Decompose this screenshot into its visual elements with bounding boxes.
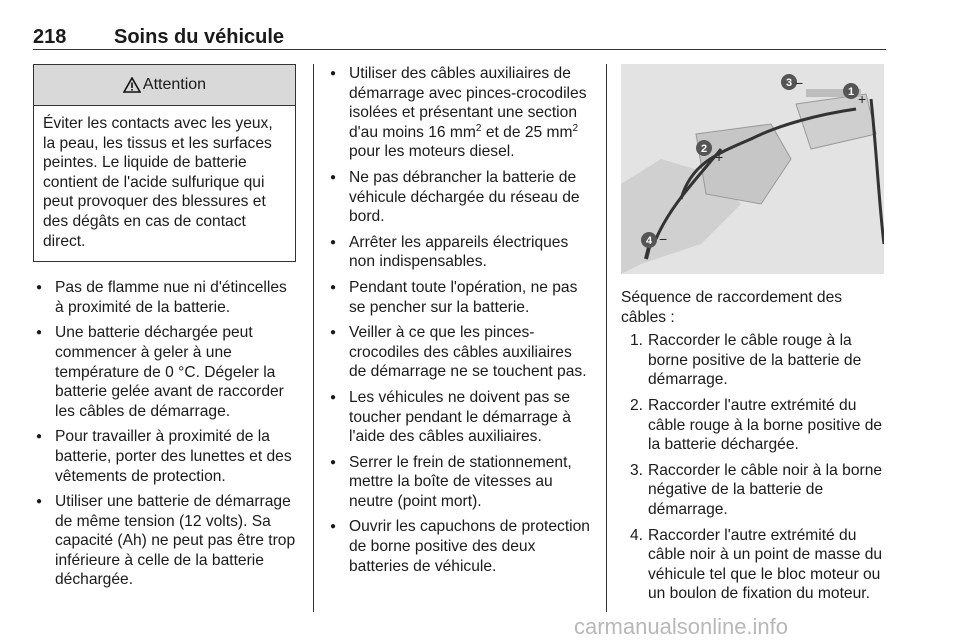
step-text: Raccorder l'autre extrémité du câble noir à un point de masse du véhicule tel que le bloc moteur ou un boulon de fixation du moteur. — [648, 526, 883, 603]
page-header — [33, 26, 886, 48]
list-item — [621, 526, 886, 604]
list-item: ● Arrêter les appareils électriques non indispensables. — [327, 233, 592, 272]
procedure-steps — [621, 331, 886, 604]
list-item — [327, 64, 592, 162]
list-item: ● Veiller à ce que les pinces-crocodiles des câbles auxiliaires de démarrage ne se touchent pas. — [327, 323, 592, 382]
superscript: 2 — [572, 122, 579, 134]
step-number: 3. — [630, 461, 644, 479]
list-item: ● Pas de flamme nue ni d'étincelles à proximité de la batterie. — [33, 278, 298, 317]
callout-2: 2 — [700, 143, 708, 155]
list-item: ● Serrer le frein de stationnement, mettre la boîte de vitesses au neutre (point mort). — [327, 453, 592, 512]
watermark: carmanualsonline.info — [574, 614, 789, 639]
cable-section-text: pour les moteurs diesel. — [349, 143, 515, 161]
callout-3: 3 — [785, 77, 793, 89]
step-number: 1. — [630, 332, 644, 350]
step-text: Raccorder le câble rouge à la borne positive de la batterie de démarrage. — [648, 332, 862, 389]
plus-sign: + — [858, 91, 867, 107]
list-item: ● Ouvrir les capuchons de protection de borne positive des deux batteries de véhicule. — [327, 517, 592, 576]
list-item: ● Une batterie déchargée peut commencer à geler à une température de 0 °C. Dégeler la batterie gelée avant de raccorder les câbles de démarrage. — [33, 323, 298, 421]
callout-1: 1 — [847, 86, 855, 98]
list-item — [621, 396, 886, 455]
header-divider — [33, 49, 886, 50]
list-item — [621, 331, 886, 390]
jump-start-illustration — [621, 64, 884, 274]
plus-sign: + — [715, 149, 724, 165]
list-item: ● Ne pas débrancher la batterie de véhicule déchargée du réseau de bord. — [327, 168, 592, 227]
step-text: Raccorder l'autre extrémité du câble rouge à la borne positive de la batterie déchargée. — [648, 396, 883, 454]
list-item: ● Pendant toute l'opération, ne pas se pencher sur la batterie. — [327, 278, 592, 317]
bullet-list-1 — [33, 278, 298, 590]
step-text: Raccorder le câble noir à la borne négative de la batterie de démarrage. — [648, 461, 883, 518]
list-item: ● Pour travailler à proximité de la batterie, porter des lunettes et des vêtements de protection. — [33, 427, 298, 486]
step-number: 2. — [630, 396, 644, 414]
page-number: 218 — [33, 26, 67, 48]
column-2 — [327, 64, 592, 582]
bullet-list-2 — [327, 64, 592, 576]
warning-header — [34, 65, 295, 106]
step-number: 4. — [630, 526, 644, 544]
column-3 — [621, 64, 886, 610]
column-divider — [606, 64, 607, 612]
minus-sign: − — [795, 75, 804, 91]
callout-4: 4 — [645, 235, 653, 247]
cable-section-text: et de 25 mm — [481, 123, 573, 141]
minus-sign: − — [659, 231, 668, 247]
warning-text: Éviter les contacts avec les yeux, la peau, les tissus et les surfaces peintes. Le liquide de batterie contient de l'acide sulfurique qui peut provoquer des blessures et des dégâts en cas de contact direct. — [43, 115, 273, 250]
cable-section-text: Utiliser des câbles auxiliaires de démarrage avec pinces-crocodiles isolées et présentant une section d'au moins 16 mm — [349, 65, 587, 141]
list-item: ● Utiliser une batterie de démarrage de même tension (12 volts). Sa capacité (Ah) ne peut pas être trop inférieure à celle de la batterie déchargée. — [33, 492, 298, 590]
warning-box — [33, 64, 296, 262]
warning-triangle-icon — [123, 77, 141, 93]
procedure-intro: Séquence de raccordement des câbles : — [621, 289, 843, 326]
list-item — [621, 461, 886, 520]
list-item: ● Les véhicules ne doivent pas se toucher pendant le démarrage à l'aide des câbles auxiliaires. — [327, 388, 592, 447]
column-1 — [33, 64, 298, 596]
superscript: 2 — [475, 122, 482, 134]
chapter-title: Soins du véhicule — [114, 26, 285, 48]
column-divider — [313, 64, 314, 612]
warning-title: Attention — [142, 76, 207, 94]
